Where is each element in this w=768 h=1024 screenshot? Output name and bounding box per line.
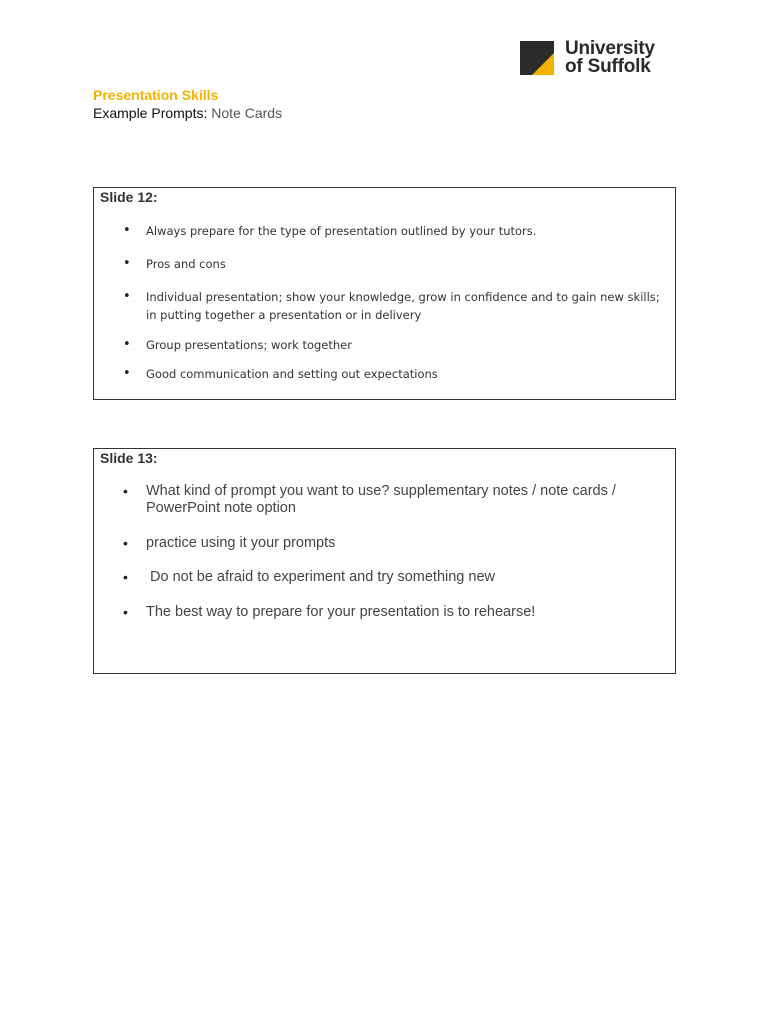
note-card-slide-13 [93,448,676,674]
note-card-slide-12 [93,187,676,400]
list-item: • Individual presentation; show your knowledge, grow in confidence and to gain new skills; in putting together a presentation or in delivery [146,288,669,324]
document-title: Presentation Skills [93,87,219,103]
logo-wordmark [565,40,655,76]
list-item: • Good communication and setting out expectations [146,365,669,383]
list-item: • Pros and cons [146,255,669,273]
list-item: • practice using it your prompts [146,535,669,552]
list-item: • What kind of prompt you want to use? supplementary notes / note cards / PowerPoint note option [146,483,669,517]
card-heading: Slide 12: [100,189,158,205]
list-item: • The best way to prepare for your presentation is to rehearse! [146,604,669,621]
list-item: • Do not be afraid to experiment and try something new [146,569,669,586]
card-heading: Slide 13: [100,450,158,466]
subtitle-value: Note Cards [211,105,283,121]
logo-line-2: of Suffolk [565,56,651,77]
list-item: • Group presentations; work together [146,336,669,354]
subtitle-label: Example Prompts: [93,105,208,121]
document-subtitle [93,105,282,122]
list-item: • Always prepare for the type of presentation outlined by your tutors. [146,222,669,240]
logo-mark-icon [520,41,554,75]
university-logo [520,38,670,77]
logo-line-1: University [565,38,655,59]
